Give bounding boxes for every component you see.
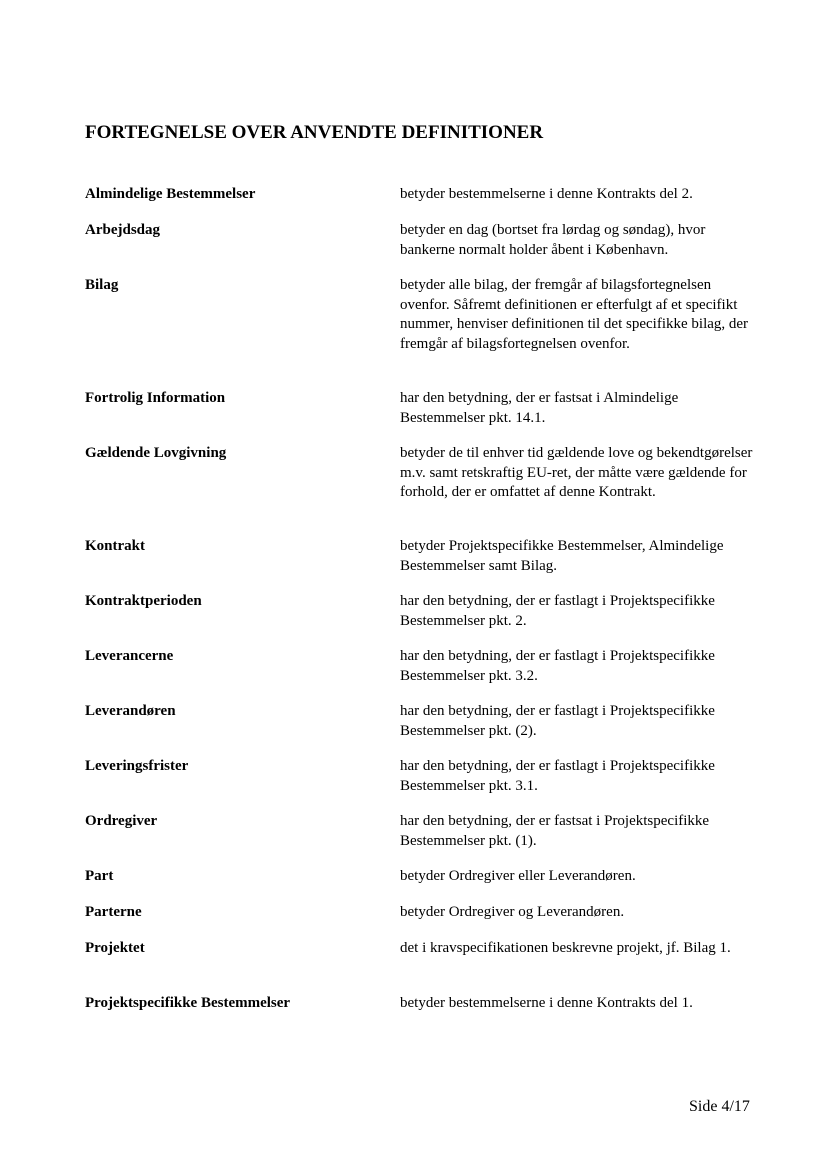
term: Parterne: [85, 904, 142, 920]
term: Projektet: [85, 940, 145, 956]
definition: har den betydning, der er fastlagt i Projektspecifikke Bestemmelser pkt. (2).: [400, 703, 715, 739]
definition: betyder bestemmelserne i denne Kontrakts del 2.: [400, 186, 693, 202]
page-number: Side 4/17: [689, 1098, 750, 1115]
definition: har den betydning, der er fastlagt i Projektspecifikke Bestemmelser pkt. 3.2.: [400, 648, 715, 684]
term: Leverandøren: [85, 703, 176, 719]
term: Arbejdsdag: [85, 222, 161, 238]
term: Fortrolig Information: [85, 390, 226, 406]
term: Leveringsfrister: [85, 758, 189, 774]
definition: betyder de til enhver tid gældende love og bekendtgørelser m.v. samt retskraftig EU-ret, der måtte være gældende for forhold, der er omfattet af denne Kontrakt.: [400, 445, 753, 500]
term: Ordregiver: [85, 813, 158, 829]
definition: betyder bestemmelserne i denne Kontrakts del 1.: [400, 995, 693, 1011]
term: Kontrakt: [85, 538, 145, 554]
term: Part: [85, 868, 114, 884]
term: Almindelige Bestemmelser: [85, 186, 256, 202]
definition: har den betydning, der er fastsat i Projektspecifikke Bestemmelser pkt. (1).: [400, 813, 710, 849]
definition: betyder en dag (bortset fra lørdag og søndag), hvor bankerne normalt holder åbent i København.: [400, 222, 706, 258]
definition: betyder Ordregiver og Leverandøren.: [400, 904, 625, 920]
definition: betyder Ordregiver eller Leverandøren.: [400, 868, 636, 884]
definition: har den betydning, der er fastlagt i Projektspecifikke Bestemmelser pkt. 3.1.: [400, 758, 715, 794]
term: Kontraktperioden: [85, 593, 202, 609]
term: Gældende Lovgivning: [85, 445, 227, 461]
term: Bilag: [85, 277, 119, 293]
definition: det i kravspecifikationen beskrevne projekt, jf. Bilag 1.: [400, 940, 731, 956]
term: Leverancerne: [85, 648, 174, 664]
definition: betyder Projektspecifikke Bestemmelser, Almindelige Bestemmelser samt Bilag.: [400, 538, 724, 574]
definition: betyder alle bilag, der fremgår af bilagsfortegnelsen ovenfor. Såfremt definitionen er efterfulgt af et specifikt nummer, henviser definitionen til det specifikke bilag, der fremgår af bilagsfortegnelsen ovenfor.: [400, 277, 749, 352]
term: Projektspecifikke Bestemmelser: [85, 995, 291, 1011]
definition: har den betydning, der er fastlagt i Projektspecifikke Bestemmelser pkt. 2.: [400, 593, 715, 629]
definition: har den betydning, der er fastsat i Almindelige Bestemmelser pkt. 14.1.: [400, 390, 679, 426]
page-title: FORTEGNELSE OVER ANVENDTE DEFINITIONER: [85, 122, 544, 143]
